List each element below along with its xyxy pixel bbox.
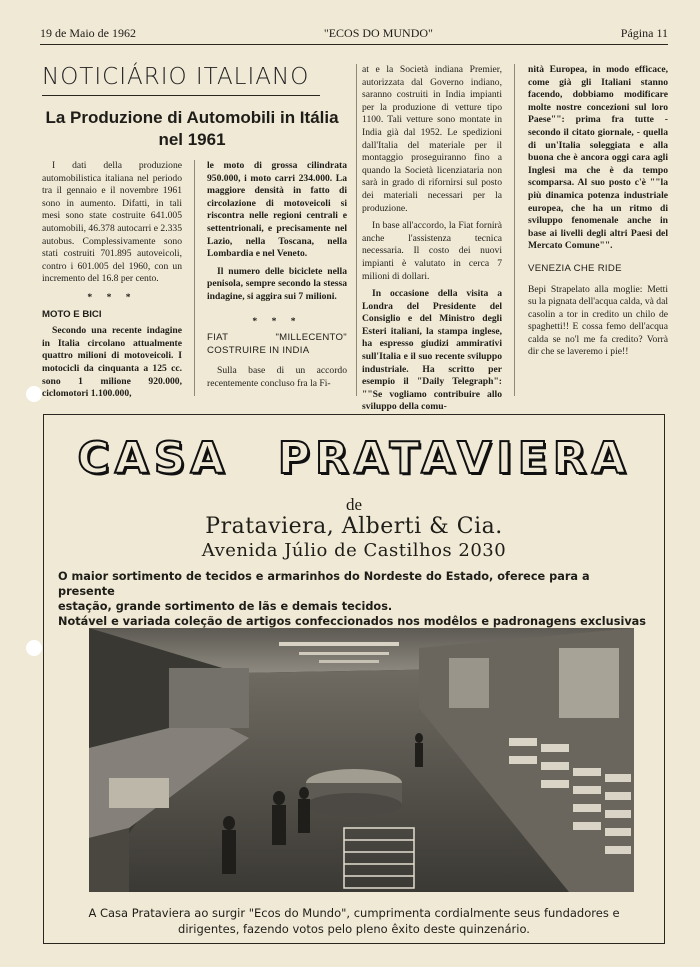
header-rule	[40, 44, 668, 45]
ad-caption: A Casa Prataviera ao surgir "Ecos do Mundo", cumprimenta cordialmente seus fundadores e dirigentes, fazendo votos pelo pleno êxito deste quinzenário.	[88, 906, 620, 936]
article-column-3	[362, 64, 502, 413]
col1-paragraph-1: I dati della produzione automobilistica italiana nel periodo tra il gennaio e il novembre 1961 sono in aumento. Difatti, in tali mesi sono state costruite 641.005 automobili, 46.378 autocarri e 2.335 autobus. Complessivamente sono stati costruiti 701.895 autoveicoli, contro i 601.005 del 1960, con un incremento del 16.8 per cento.	[42, 160, 182, 285]
col2-paragraph-2: Il numero delle biciclete nella penisola, sempre secondo la stessa indagine, si aggira sui 7 milioni.	[207, 265, 347, 302]
separator-stars: * * *	[87, 291, 137, 303]
col3-paragraph-2: In base all'accordo, la Fiat fornirà anche l'assistenza tecnica necessaria. Il costo dei nuovi impianti è valutato in cerca 7 milioni di dollari.	[362, 220, 502, 282]
advertisement-box	[43, 414, 665, 944]
col2-paragraph-1: le moto di grossa cilindrata 950.000, i moto carri 234.000. La maggiore densità in fatto di circolazione di motoveicoli si riscontra nelle regioni centrali e settentrionali, e precisamente nel Lazio, nella Toscana, nella Lombardia e nel Veneto.	[207, 160, 347, 260]
punch-hole	[26, 386, 42, 402]
punch-hole	[26, 640, 42, 656]
ad-description	[58, 569, 648, 629]
article-column-2	[207, 160, 347, 398]
ad-title	[44, 433, 664, 484]
column-divider	[194, 160, 195, 396]
col1-paragraph-2: Secondo una recente indagine in Italia circolano attualmente quattro milioni di motoveicoli. I motocicli da cinquanta a 125 cc. sono 1 milione 920.000, ciclomotori 1.100.000,	[42, 325, 182, 400]
ad-address: Avenida Júlio de Castilhos 2030	[201, 540, 507, 561]
running-header	[40, 26, 668, 41]
column-divider	[356, 64, 357, 396]
issue-date: 19 de Maio de 1962	[40, 26, 136, 40]
subhead-moto-bici: MOTO E BICI	[42, 308, 102, 320]
col3-paragraph-3: In occasione della visita a Londra del Presidente del Consiglio e del Ministro degli Esteri italiani, la stampa inglese, ha espresso giudizi ammirativi sull'Italia e il suo recente sviluppo industriale. Ha scritto per esempio il "Daily Telegraph": ""Se vogliamo contribuire allo sviluppo della comu-	[362, 288, 502, 413]
subhead-venezia: VENEZIA CHE RIDE	[528, 262, 622, 274]
column-divider	[514, 64, 515, 396]
col2-paragraph-3: Sulla base di un accordo recentemente concluso fra la Fi-	[207, 365, 347, 389]
ad-firm-name: Prataviera, Alberti & Cia.	[205, 514, 503, 539]
subhead-fiat-india: FIAT "MILLECENTO" COSTRUIRE IN INDIA	[207, 332, 347, 356]
col3-paragraph-1: at e la Società indiana Premier, autorizzata dal Governo indiano, saranno costruiti in India impianti per la produzione di vetture tipo 1100. Tali vetture sono montate in India già dal 1952. Le spedizioni dall'Italia del materiale per il montaggio proseguiranno fino a quando la Società licenziataria non sarà in grado di rifornirsi sul posto dei materiali necessari per la produzione.	[362, 64, 502, 214]
section-rule	[42, 95, 320, 96]
col4-paragraph-1: nità Europea, in modo efficace, come già gli Italiani stanno facendo, dobbiamo modificare molte nostre concezioni sul loro Paese"": prima fra tutte - secondo il citato giornale, - quella di un'Italia soleggiata e alla buona che è ancora oggi cara agli Inglesi ma che è da tempo scomparsa. Al suo posto c'è ""la più dinamica potenza industriale europea, che ha un ritmo di sviluppo fenomenale anche in base ai livelli degli altri Paesi del Mercato Comune"".	[528, 64, 668, 252]
article-column-1	[42, 160, 182, 398]
section-title: NOTICIÁRIO ITALIANO	[42, 64, 310, 90]
ad-de: de	[345, 495, 363, 514]
store-interior-illustration	[89, 628, 634, 892]
headline: La Produzione di Automobili in Itália nel 1961	[45, 108, 339, 149]
ad-title-casa: CASA	[77, 433, 230, 484]
article-column-4	[528, 64, 668, 398]
newspaper-name: "ECOS DO MUNDO"	[323, 26, 433, 40]
ad-desc-line: O maior sortimento de tecidos e armarinhos do Nordeste do Estado, oferece para a presente	[58, 570, 590, 598]
store-interior-photo	[89, 628, 634, 892]
col4-paragraph-2: Bepi Strapelato alla moglie: Metti su la pignata dell'acqua calda, và dal casolin a tor in credito un chilo de spaghetti!! E cossa femo dell'acqua calda se no'l me fa credito? Vorrà dir che se laveremo i pie!!	[528, 283, 668, 358]
ad-desc-line: estação, grande sortimento de lãs e demais tecidos.	[58, 600, 393, 613]
page-number: Página 11	[620, 26, 668, 40]
ad-desc-line: Notável e variada coleção de artigos confeccionados nos modêlos e padronagens exclusivas	[58, 615, 647, 628]
ad-title-prataviera: PRATAVIERA	[277, 433, 631, 484]
separator-stars: * * *	[252, 315, 302, 327]
